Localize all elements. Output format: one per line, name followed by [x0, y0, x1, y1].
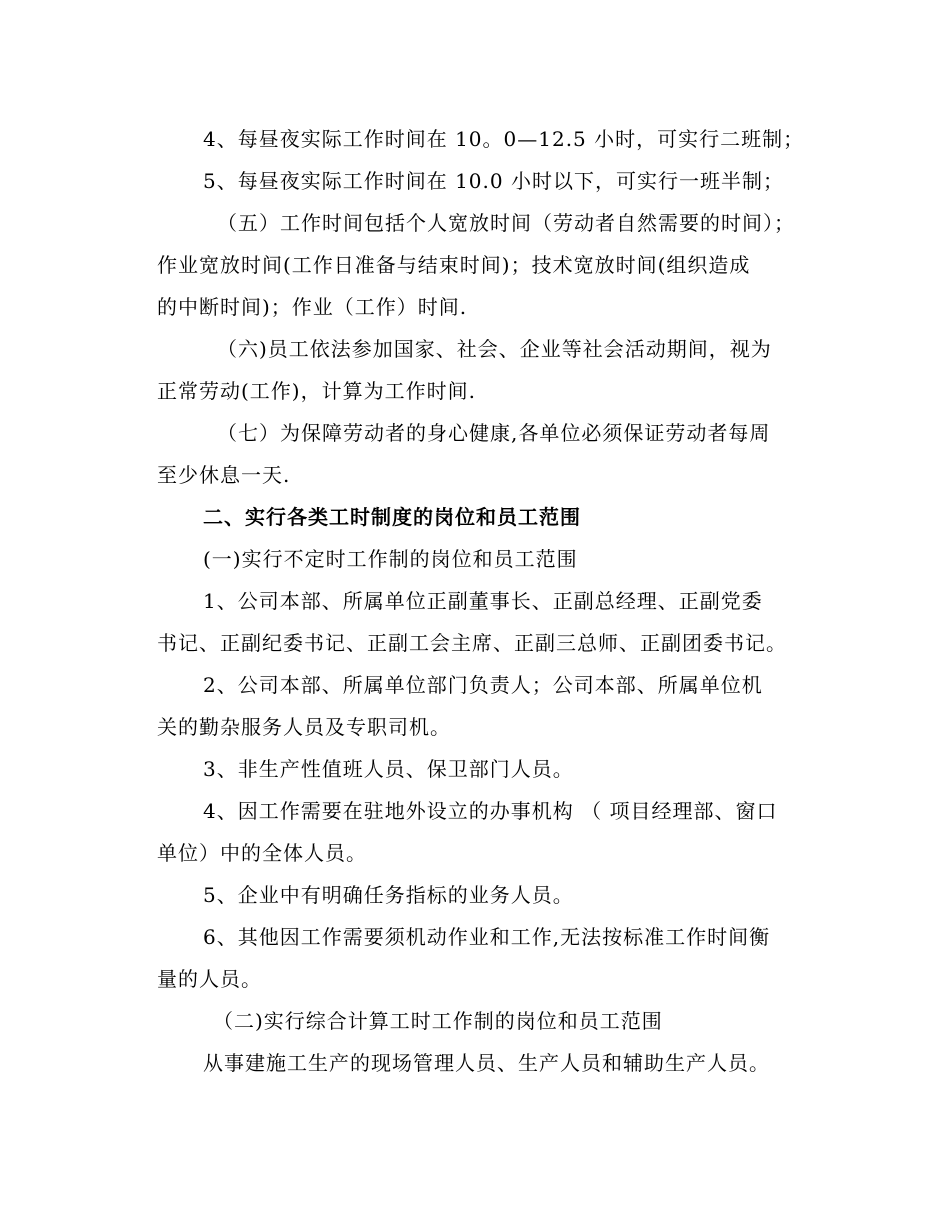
- paragraph-line: （五）工作时间包括个人宽放时间（劳动者自然需要的时间）；: [217, 211, 795, 235]
- paragraph-line: 4、每昼夜实际工作时间在 10。0—12.5 小时，可实行二班制；: [203, 127, 805, 151]
- document-body: [157, 118, 877, 1084]
- paragraph-line: 1、公司本部、所属单位正副董事长、正副总经理、正副党委: [203, 589, 763, 613]
- paragraph-line: 量的人员。: [157, 967, 262, 991]
- paragraph-line: 作业宽放时间(工作日准备与结束时间)；技术宽放时间(组织造成: [157, 253, 751, 277]
- paragraph-line: 3、非生产性值班人员、保卫部门人员。: [203, 757, 574, 781]
- paragraph-line: 正常劳动(工作)，计算为工作时间.: [157, 379, 476, 403]
- paragraph-line: 2、公司本部、所属单位部门负责人；公司本部、所属单位机: [203, 673, 763, 697]
- paragraph-line: 从事建施工生产的现场管理人员、生产人员和辅助生产人员。: [203, 1051, 770, 1075]
- paragraph-line: 关的勤杂服务人员及专职司机。: [157, 715, 451, 739]
- paragraph-line: （六)员工依法参加国家、社会、企业等社会活动期间，视为: [217, 337, 772, 361]
- paragraph-line: 书记、正副纪委书记、正副工会主席、正副三总师、正副团委书记。: [157, 631, 787, 655]
- paragraph-line: 单位）中的全体人员。: [157, 841, 367, 865]
- paragraph-line: （七）为保障劳动者的身心健康,各单位必须保证劳动者每周: [217, 421, 771, 445]
- paragraph-line: 5、每昼夜实际工作时间在 10.0 小时以下，可实行一班半制；: [203, 169, 784, 193]
- subsection-heading: (一)实行不定时工作制的岗位和员工范围: [203, 547, 578, 571]
- paragraph-line: 5、企业中有明确任务指标的业务人员。: [203, 883, 574, 907]
- paragraph-line: 4、因工作需要在驻地外设立的办事机构 （ 项目经理部、窗口: [203, 799, 778, 823]
- paragraph-line: 6、其他因工作需要须机动作业和工作,无法按标准工作时间衡: [203, 925, 771, 949]
- subsection-heading: （二)实行综合计算工时工作制的岗位和员工范围: [213, 1009, 663, 1033]
- paragraph-line: 至少休息一天.: [157, 463, 291, 487]
- paragraph-line: 的中断时间)；作业（工作）时间.: [157, 295, 468, 319]
- section-heading: 二、实行各类工时制度的岗位和员工范围: [203, 505, 581, 529]
